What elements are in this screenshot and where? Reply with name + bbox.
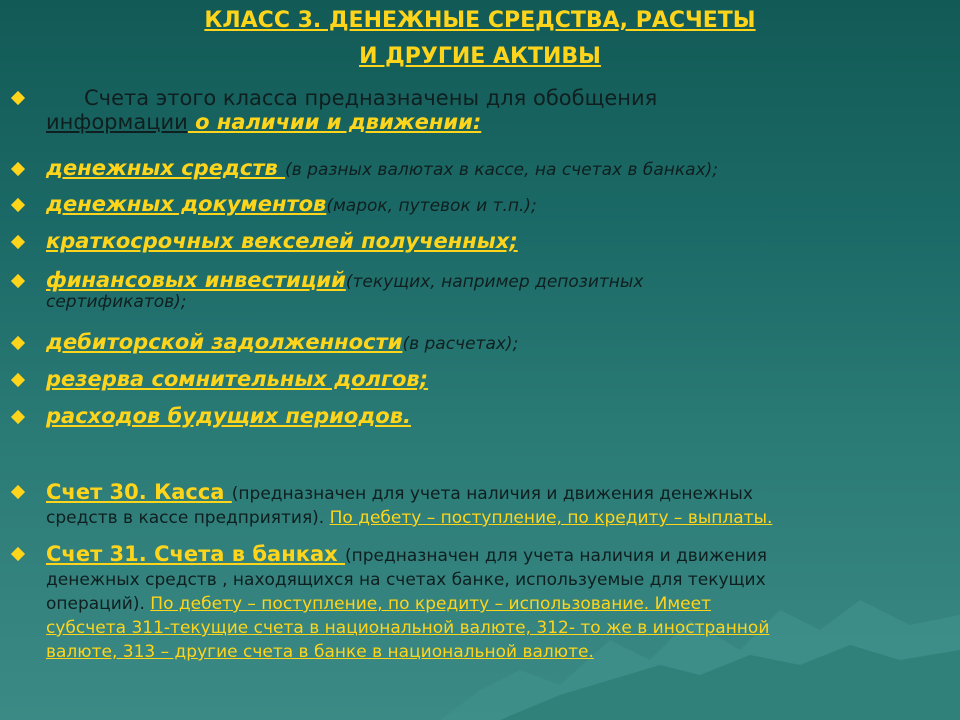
- account-30-desc1: (предназначен для учета наличия и движения денежных: [231, 484, 753, 504]
- item-label: денежных документов: [46, 192, 327, 216]
- item-note: (текущих, например депозитных: [345, 272, 644, 292]
- account-31-label: Счет 31. Счета в банках: [46, 542, 346, 566]
- intro-highlight: о наличии и движении:: [187, 110, 482, 134]
- bullet-icon: [11, 373, 25, 387]
- bullet-icon: [11, 91, 25, 105]
- intro-text2: информации: [46, 110, 188, 134]
- bullet-icon: [11, 336, 25, 350]
- account-31-desc1: (предназначен для учета наличия и движения: [345, 546, 768, 566]
- page-title-line2: И ДРУГИЕ АКТИВЫ: [359, 44, 601, 69]
- bullet-icon: [11, 547, 25, 561]
- account-30-link: По дебету – поступление, по кредиту – выплаты.: [329, 508, 773, 528]
- list-item: [46, 367, 946, 391]
- list-item: [46, 192, 946, 216]
- list-item: [46, 156, 946, 180]
- bullet-icon: [11, 162, 25, 176]
- account-31-link1: По дебету – поступление, по кредиту – использование. Имеет: [150, 594, 711, 614]
- item-label: расходов будущих периодов.: [46, 404, 411, 428]
- item-label: денежных средств: [46, 156, 286, 180]
- list-item: [46, 268, 946, 312]
- bullet-icon: [11, 485, 25, 499]
- page-title-line1: КЛАСС 3. ДЕНЕЖНЫЕ СРЕДСТВА, РАСЧЕТЫ: [204, 8, 756, 33]
- item-note: (в расчетах);: [402, 334, 519, 354]
- list-item: [46, 229, 946, 253]
- account-31-link3: валюте, 313 – другие счета в банке в национальной валюте.: [46, 642, 594, 662]
- bullet-icon: [11, 198, 25, 212]
- account-31-desc3: операций).: [46, 594, 151, 614]
- item-note: (марок, путевок и т.п.);: [326, 196, 537, 216]
- item-note: (в разных валютах в кассе, на счетах в банках);: [285, 160, 719, 180]
- item-label: дебиторской задолженности: [46, 330, 403, 354]
- account-31-desc2: денежных средств , находящихся на счетах банке, используемые для текущих: [46, 570, 766, 590]
- bullet-icon: [11, 274, 25, 288]
- account-30-label: Счет 30. Касса: [46, 480, 232, 504]
- item-label: краткосрочных векселей полученных;: [46, 229, 518, 253]
- item-label: резерва сомнительных долгов;: [46, 367, 429, 391]
- item-note2: сертификатов);: [46, 292, 187, 312]
- account-30-desc2: средств в кассе предприятия).: [46, 508, 330, 528]
- list-item: [46, 330, 946, 354]
- intro-item: [46, 86, 946, 134]
- account-30-item: [46, 480, 946, 530]
- bullet-icon: [11, 410, 25, 424]
- bullet-icon: [11, 235, 25, 249]
- list-item: [46, 404, 946, 428]
- item-label: финансовых инвестиций: [46, 268, 346, 292]
- account-31-link2: субсчета 311-текущие счета в национальной валюте, 312- то же в иностранной: [46, 618, 770, 638]
- intro-text: Счета этого класса предназначены для обобщения: [84, 86, 658, 110]
- account-31-item: [46, 542, 946, 664]
